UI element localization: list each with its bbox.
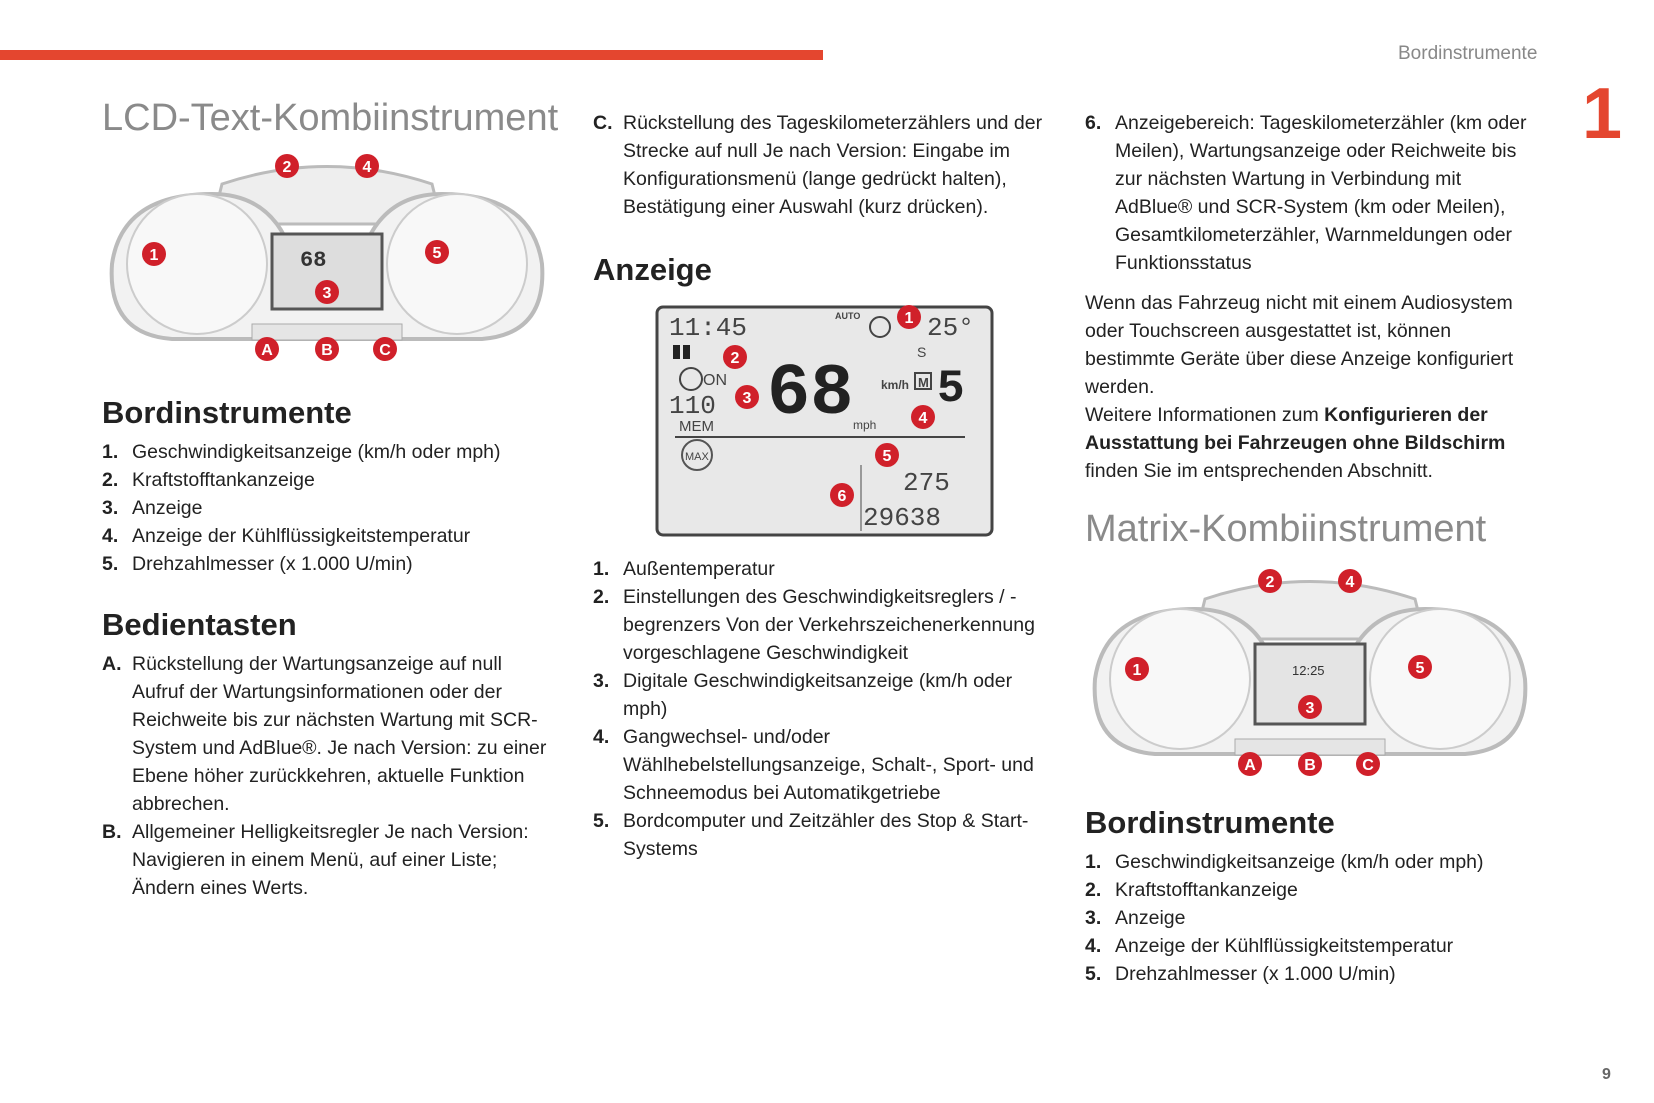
page-number: 9 [1602,1066,1611,1083]
callout-label: C [379,342,391,359]
callout-label: B [321,342,333,359]
list-item: B. Allgemeiner Helligkeitsregler Je nach Version: Navigieren in einem Menü, auf einer Liste; Ändern eines Werts. [102,821,529,899]
instrument-list [102,438,562,578]
callout-label: B [1304,757,1316,774]
display-figure [655,305,1005,539]
list-item: 2. Kraftstofftankanzeige [102,469,315,491]
callout-label: 1 [1132,662,1142,679]
display-speed: 68 [767,353,854,435]
display-gear: 5 [937,363,965,415]
display-temp: 25° [927,313,974,343]
callout-label: 4 [1345,574,1355,591]
column-1 [102,96,562,902]
list-item: 3. Anzeige [1085,907,1186,929]
list-item: 2. Einstellungen des Geschwindigkeitsreglers / -begrenzers Von der Verkehrszeichenerkennung vorgeschlagene Geschwindigkeit [593,586,1035,664]
display-odometer: 29638 [863,503,942,533]
list-item: 2. Kraftstofftankanzeige [1085,879,1298,901]
column-2 [593,109,1053,863]
display-auto-label: AUTO [835,311,861,321]
display-max: MAX [685,451,709,463]
callout-label: 1 [904,310,914,327]
callout-label: 5 [432,245,442,262]
list-item: 1. Geschwindigkeitsanzeige (km/h oder mph) [1085,851,1484,873]
matrix-cluster-figure [1085,569,1535,784]
display-time: 11:45 [669,313,748,343]
column-3 [1085,109,1540,988]
callout-label: 4 [918,410,928,427]
list-item: 3. Anzeige [102,497,203,519]
heading-bordinstrumente: Bordinstrumente [102,395,352,430]
list-item: 1. Außentemperatur [593,558,775,580]
callout-label: A [261,342,273,359]
matrix-instrument-list [1085,848,1540,988]
list-item: C. Rückstellung des Tageskilometerzählers und der Strecke auf null Je nach Version: Eingabe im Konfigurationsmenü (lange gedrückt halten), Bestätigung einer Auswahl (kurz drücken). [593,112,1043,218]
callout-label: 1 [149,247,159,264]
callout-label: 2 [282,159,292,176]
matrix-figure-time: 12:25 [1292,663,1325,678]
list-item: 4. Anzeige der Kühlflüssigkeitstemperatur [102,525,471,547]
display-unit-kmh: km/h [881,378,910,392]
section-title-lcd: LCD-Text-Kombiinstrument [102,97,559,139]
lcd-cluster-figure [102,154,552,364]
list-item: A. Rückstellung der Wartungsanzeige auf null Aufruf der Wartungsinformationen oder der Reichweite bis zur nächsten Wartung mit SCR-System und AdBlue®. Je nach Version: zu einer Ebene höher zurückkehren, aktuelle Funktion abbrechen. [102,653,547,815]
controls-list [102,650,552,902]
lcd-figure-speed: 68 [300,248,327,273]
list-item: 3. Digitale Geschwindigkeitsanzeige (km/h oder mph) [593,670,1013,720]
display-mode-s: S [917,344,927,360]
callout-label: 3 [742,390,752,407]
list-item: 5. Drehzahlmesser (x 1.000 U/min) [102,553,413,575]
chapter-number: 1 [1582,74,1623,154]
list-item: 1. Geschwindigkeitsanzeige (km/h oder mph) [102,441,501,463]
callout-label: 2 [1265,574,1275,591]
callout-label: 5 [882,448,892,465]
callout-label: 3 [1305,700,1315,717]
callout-label: 2 [730,350,740,367]
display-set-speed: 110 [669,391,716,421]
display-cruise-state: ON [703,372,727,389]
callout-label: A [1244,757,1256,774]
callout-label: 4 [362,159,372,176]
callout-label: 3 [322,285,332,302]
callout-label: C [1362,757,1374,774]
list-item: 5. Bordcomputer und Zeitzähler des Stop & Start-Systems [593,810,1029,860]
callout-label: 6 [837,488,847,505]
list-item: 5. Drehzahlmesser (x 1.000 U/min) [1085,963,1396,985]
display-list-continued [1085,109,1540,277]
display-list [593,555,1053,863]
list-item: 4. Gangwechsel- und/oder Wählhebelstellungsanzeige, Schalt-, Sport- und Schneemodus bei Automatikgetriebe [593,726,1034,804]
paragraph-config: Wenn das Fahrzeug nicht mit einem Audiosystem oder Touchscreen ausgestattet ist, können bestimmte Geräte über diese Anzeige konfiguriert werden. [1085,292,1514,398]
heading-anzeige: Anzeige [593,252,712,287]
list-item: 4. Anzeige der Kühlflüssigkeitstemperatur [1085,935,1454,957]
heading-bordinstrumente-matrix: Bordinstrumente [1085,805,1335,840]
link-config-section: Konfigurieren der Ausstattung bei Fahrzeugen ohne Bildschirm [1085,404,1506,454]
controls-list-continued [593,109,1053,221]
header-accent-bar [0,50,823,60]
display-gear-mode: M [918,375,929,390]
display-trip: 275 [903,468,950,498]
section-title-matrix: Matrix-Kombiinstrument [1085,508,1487,550]
display-mem: MEM [679,418,714,435]
callout-label: 5 [1415,660,1425,677]
display-unit-mph: mph [853,418,877,432]
running-title: Bordinstrumente [1398,43,1538,64]
heading-bedientasten: Bedientasten [102,607,297,642]
list-item: 6. Anzeigebereich: Tageskilometerzähler (km oder Meilen), Wartungsanzeige oder Reichweite bis zur nächsten Wartung in Verbindung mit AdBlue® und SCR-System (km oder Meilen), Gesamtkilometerzähler, Warnmeldungen oder Funktionsstatus [1085,112,1527,274]
paragraph-more-info: Weitere Informationen zum Konfigurieren der Ausstattung bei Fahrzeugen ohne Bildschirm finden Sie im entsprechenden Abschnitt. [1085,404,1506,482]
